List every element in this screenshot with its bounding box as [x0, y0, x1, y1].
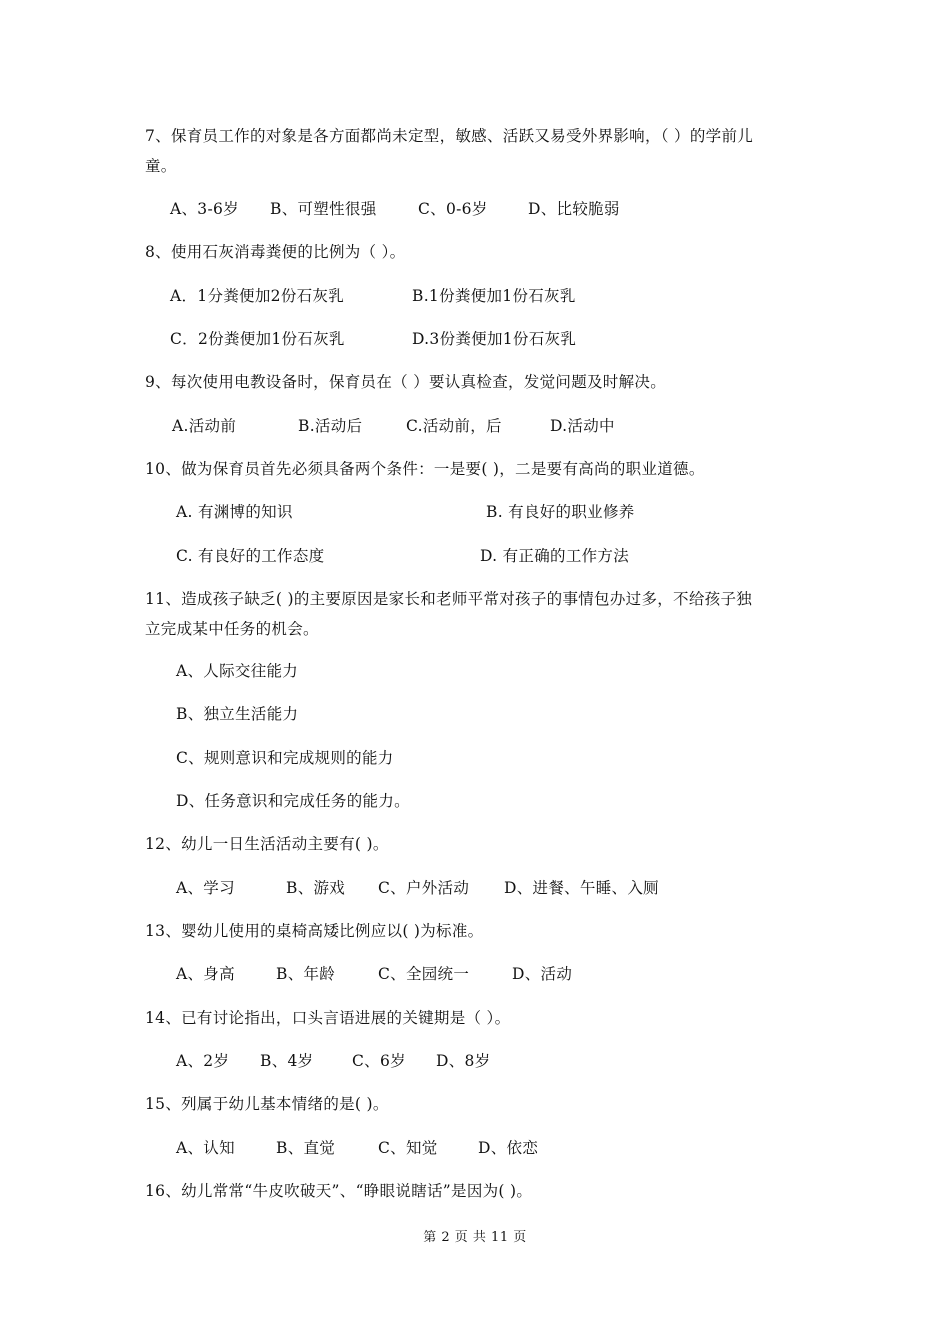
question-7-stem-line1: 7、保育员工作的对象是各方面都尚未定型，敏感、活跃又易受外界影响，（ ）的学前儿 — [145, 127, 754, 145]
question-13-option-b: B、年龄 — [276, 965, 336, 983]
question-14-option-b: B、4岁 — [260, 1052, 314, 1070]
question-8-option-b: B.1份粪便加1份石灰乳 — [412, 287, 576, 305]
question-10-option-b: B. 有良好的职业修养 — [486, 503, 635, 521]
question-9-option-c: C.活动前，后 — [406, 417, 502, 435]
question-13-stem: 13、婴幼儿使用的桌椅高矮比例应以( )为标准。 — [145, 922, 484, 940]
question-7-stem-line2: 童。 — [145, 157, 177, 175]
question-12-option-a: A、学习 — [176, 879, 235, 897]
question-10-option-d: D. 有正确的工作方法 — [480, 547, 630, 565]
question-10-stem: 10、做为保育员首先必须具备两个条件：一是要( )，二是要有高尚的职业道德。 — [145, 460, 705, 478]
question-15-option-b: B、直觉 — [276, 1139, 336, 1157]
question-14-stem: 14、已有讨论指出，口头言语进展的关键期是（ ）。 — [145, 1009, 511, 1027]
question-9-option-b: B.活动后 — [298, 417, 363, 435]
question-15-stem: 15、列属于幼儿基本情绪的是( )。 — [145, 1095, 389, 1113]
question-8-stem: 8、使用石灰消毒粪便的比例为（ ）。 — [145, 243, 406, 261]
question-14-option-c: C、6岁 — [352, 1052, 406, 1070]
question-12-option-d: D、进餐、午睡、入厕 — [504, 879, 659, 897]
question-8-option-a: A．1分粪便加2份石灰乳 — [170, 287, 345, 305]
question-14-option-d: D、8岁 — [436, 1052, 491, 1070]
question-7-option-a: A、3-6岁 — [170, 200, 239, 218]
question-7-option-d: D、比较脆弱 — [528, 200, 620, 218]
page-number-footer: 第 2 页 共 11 页 — [423, 1230, 527, 1245]
question-11-option-d: D、任务意识和完成任务的能力。 — [176, 792, 410, 810]
question-9-option-d: D.活动中 — [550, 417, 615, 435]
question-15-option-a: A、认知 — [176, 1139, 235, 1157]
question-11-option-b: B、独立生活能力 — [176, 705, 299, 723]
question-11-stem-line2: 立完成某中任务的机会。 — [145, 620, 319, 638]
question-10-option-c: C. 有良好的工作态度 — [176, 547, 325, 565]
question-12-option-c: C、户外活动 — [378, 879, 470, 897]
question-7-option-c: C、0-6岁 — [418, 200, 488, 218]
question-9-option-a: A.活动前 — [172, 417, 237, 435]
question-16-stem: 16、幼儿常常“牛皮吹破天”、“睁眼说瞎话”是因为( )。 — [145, 1182, 533, 1200]
question-8-option-c: C．2份粪便加1份石灰乳 — [170, 330, 345, 348]
question-11-option-c: C、规则意识和完成规则的能力 — [176, 749, 394, 767]
question-11-option-a: A、人际交往能力 — [176, 662, 299, 680]
question-12-option-b: B、游戏 — [286, 879, 346, 897]
question-14-option-a: A、2岁 — [176, 1052, 230, 1070]
question-8-option-d: D.3份粪便加1份石灰乳 — [412, 330, 577, 348]
question-10-option-a: A. 有渊博的知识 — [176, 503, 293, 521]
question-11-stem-line1: 11、造成孩子缺乏( )的主要原因是家长和老师平常对孩子的事情包办过多，不给孩子独 — [145, 590, 753, 608]
question-13-option-a: A、身高 — [176, 965, 235, 983]
question-13-option-d: D、活动 — [512, 965, 573, 983]
question-13-option-c: C、全园统一 — [378, 965, 470, 983]
question-7-option-b: B、可塑性很强 — [270, 200, 377, 218]
question-9-stem: 9、每次使用电教设备时，保育员在（ ）要认真检查，发觉问题及时解决。 — [145, 373, 666, 391]
question-15-option-d: D、依恋 — [478, 1139, 539, 1157]
question-12-stem: 12、幼儿一日生活活动主要有( )。 — [145, 835, 389, 853]
question-15-option-c: C、知觉 — [378, 1139, 438, 1157]
